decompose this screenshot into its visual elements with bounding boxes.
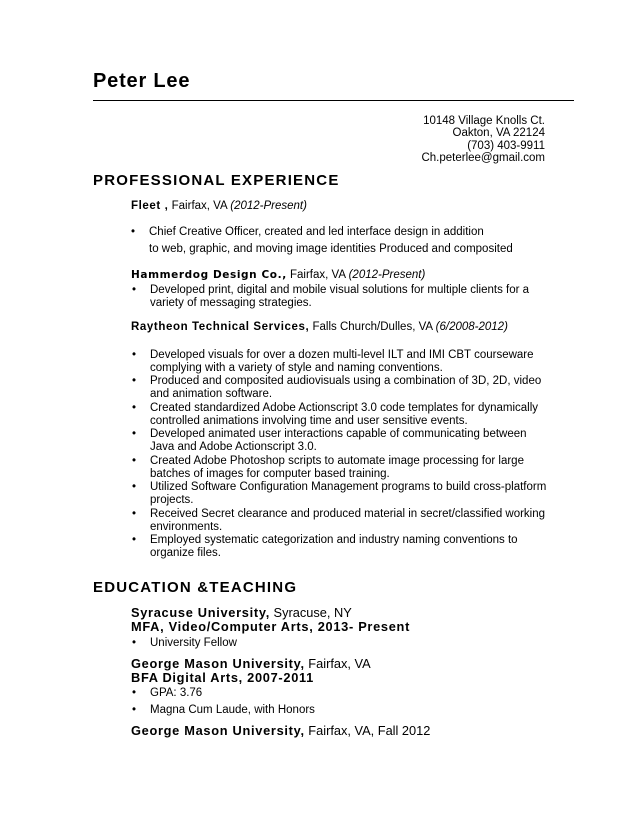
school-gmu-header (131, 657, 371, 671)
company-name: Fleet , (131, 200, 169, 212)
list-item: • Created Adobe Photoshop scripts to automate image processing for large batches of images for computer based training. (131, 455, 551, 480)
degree: MFA, Video/Computer Arts, 2013- Present (131, 619, 411, 634)
school-gmu-teaching-header (131, 724, 430, 738)
address-line-1: 10148 Village Knolls Ct. (423, 115, 545, 127)
job-fleet-description (149, 224, 569, 258)
list-item: • GPA: 3.76 (131, 687, 551, 700)
job-location: Fairfax, VA (290, 269, 346, 281)
list-item: • Magna Cum Laude, with Honors (131, 704, 551, 717)
list-item: • Developed visuals for over a dozen multi-level ILT and IMI CBT courseware complying with a variety of style and naming conventions. (131, 349, 551, 374)
school-name: George Mason University, (131, 656, 305, 671)
list-item: • Developed print, digital and mobile visual solutions for multiple clients for a variety of messaging strategies. (131, 284, 551, 309)
school-gmu-bullets (131, 687, 551, 716)
list-item: • University Fellow (131, 637, 551, 650)
description-line: Chief Creative Officer, created and led interface design in addition (149, 226, 484, 238)
job-raytheon-bullets (131, 349, 551, 561)
job-fleet-header (131, 200, 307, 213)
list-item: • Received Secret clearance and produced material in secret/classified working environments. (131, 508, 551, 533)
list-item: • Employed systematic categorization and industry naming conventions to organize files. (131, 534, 551, 559)
list-item: • Created standardized Adobe Actionscript 3.0 code templates for dynamically controlled animations involving time and user sensitive events. (131, 402, 551, 427)
school-location: Fairfax, VA (308, 656, 371, 671)
contact-block (421, 115, 545, 164)
job-location: Fairfax, VA (171, 200, 228, 212)
list-item: • Produced and composited audiovisuals using a combination of 3D, 2D, video and animation software. (131, 375, 551, 400)
school-name: Syracuse University, (131, 605, 270, 620)
list-item: • Developed animated user interactions capable of communicating between Java and Adobe Actionscript 3.0. (131, 428, 551, 453)
job-dates: (2012-Present) (230, 200, 307, 212)
job-dates: (6/2008-2012) (435, 321, 508, 333)
job-hammerdog-header (131, 269, 425, 282)
header-rule (93, 100, 574, 101)
bullet-icon: • (131, 226, 136, 238)
address-line-2: Oakton, VA 22124 (452, 127, 545, 140)
job-location: Falls Church/Dulles, VA (312, 321, 433, 333)
job-hammerdog-bullets (131, 284, 551, 309)
school-syracuse-header (131, 606, 352, 620)
experience-heading: PROFESSIONAL EXPERIENCE (93, 172, 340, 189)
company-name: Raytheon Technical Services, (131, 321, 310, 333)
education-heading: EDUCATION &TEACHING (93, 579, 298, 596)
job-dates: (2012-Present) (348, 269, 426, 281)
email: Ch.peterlee@gmail.com (421, 151, 545, 164)
school-name: George Mason University, (131, 723, 305, 738)
school-syracuse-bullets (131, 637, 551, 650)
list-item: • Utilized Software Configuration Management programs to build cross-platform projects. (131, 481, 551, 506)
school-location: Fairfax, VA, Fall 2012 (308, 723, 431, 738)
company-name: Hammerdog Design Co., (131, 269, 287, 281)
candidate-name: Peter Lee (93, 70, 191, 92)
description-line: to web, graphic, and moving image identities Produced and composited (149, 243, 513, 255)
school-location: Syracuse, NY (273, 605, 352, 620)
degree: BFA Digital Arts, 2007-2011 (131, 670, 314, 685)
phone: (703) 403-9911 (467, 139, 545, 152)
job-raytheon-header (131, 321, 508, 334)
